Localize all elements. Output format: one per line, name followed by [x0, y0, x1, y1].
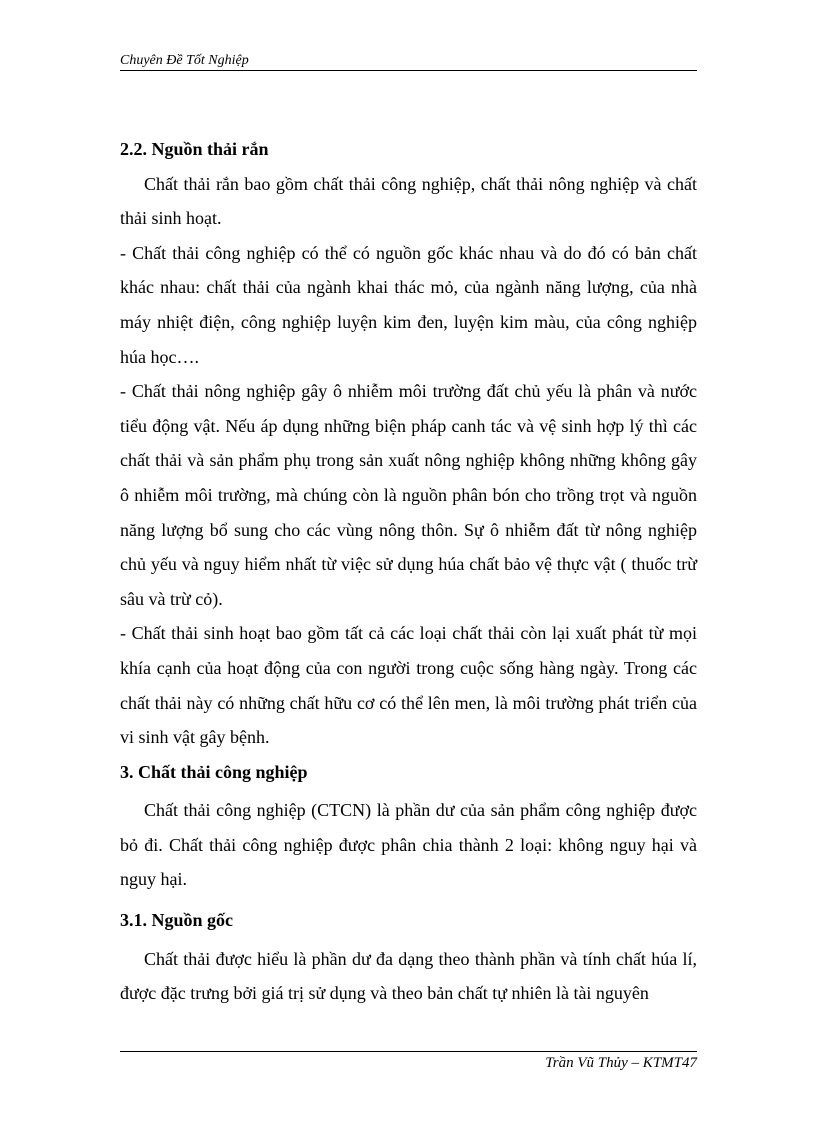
footer-author: Trần Vũ Thủy – KTMT47 [545, 1055, 697, 1071]
section-2-2-intro: Chất thải rắn bao gồm chất thải công nghiệp, chất thải nông nghiệp và chất thải sinh hoạt. [120, 173, 697, 229]
section-heading-3: 3. Chất thải công nghiệp [120, 761, 308, 782]
page-header [120, 52, 697, 71]
section-3-1-intro: Chất thải được hiểu là phần dư đa dạng theo thành phần và tính chất húa lí, được đặc trưng bởi giá trị sử dụng và theo bản chất tự nhiên là tài nguyên [120, 948, 697, 1004]
page-footer [120, 1051, 697, 1072]
solid-waste-domestic-item: - Chất thải sinh hoạt bao gồm tất cả các loại chất thải còn lại xuất phát từ mọi khía cạnh của hoạt động của con người trong cuộc sống hàng ngày. Trong các chất thải này có những chất hữu cơ có thể lên men, là môi trường phát triển của vi sinh vật gây bệnh. [120, 623, 697, 748]
section-heading-3-1: 3.1. Nguồn gốc [120, 910, 234, 931]
header-title: Chuyên Đề Tốt Nghiệp [120, 53, 249, 68]
solid-waste-industrial-item: - Chất thải công nghiệp có thể có nguồn gốc khác nhau và do đó có bản chất khác nhau: chất thải của ngành khai thác mỏ, của ngành năng lượng, của nhà máy nhiệt điện, công nghiệp luyện kim đen, luyện kim màu, của công nghiệp húa học…. [120, 242, 697, 367]
solid-waste-agricultural-item: - Chất thải nông nghiệp gây ô nhiễm môi trường đất chủ yếu là phân và nước tiểu động vật. Nếu áp dụng những biện pháp canh tác và vệ sinh hợp lý thì các chất thải và sản phẩm phụ trong sản xuất nông nghiệp không những không gây ô nhiễm môi trường, mà chúng còn là nguồn phân bón cho trồng trọt và nguồn năng lượng bổ sung cho các vùng nông thôn. Sự ô nhiễm đất từ nông nghiệp chủ yếu và nguy hiểm nhất từ việc sử dụng húa chất bảo vệ thực vật ( thuốc trừ sâu và trừ cỏ). [120, 381, 697, 609]
document-body [120, 132, 697, 1011]
section-heading-2-2: 2.2. Nguồn thải rắn [120, 139, 269, 159]
section-3-intro: Chất thải công nghiệp (CTCN) là phần dư của sản phẩm công nghiệp được bỏ đi. Chất thải công nghiệp được phân chia thành 2 loại: không nguy hại và nguy hại. [120, 800, 697, 890]
